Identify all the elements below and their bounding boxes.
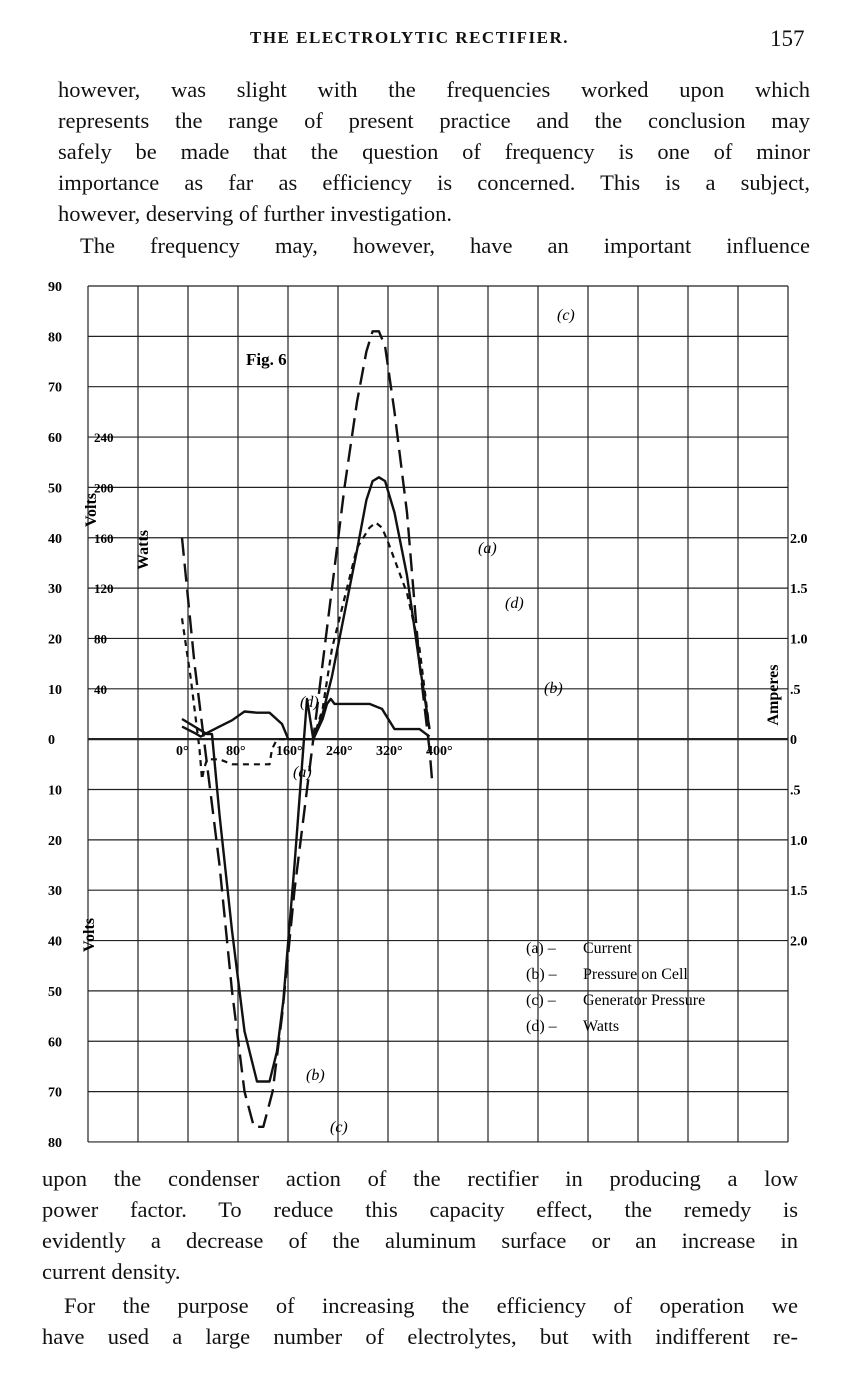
legend-label: Watts — [583, 1018, 620, 1035]
curve-label-b: (b) — [544, 680, 563, 697]
y-tick-label-volts: 70 — [48, 380, 62, 396]
y-tick-label-amperes: .5 — [790, 783, 801, 799]
y-tick-label-watts: 120 — [94, 581, 114, 597]
y-tick-label-volts: 20 — [48, 632, 62, 648]
text-line: however, deserving of further investigation. — [58, 201, 452, 226]
text-line: have used a large number of electrolytes, but with indifferent re- — [42, 1324, 798, 1349]
text-line: evidently a decrease of the aluminum surface or an increase in — [42, 1228, 798, 1253]
curve-label-c: (c) — [557, 307, 575, 324]
legend-label: Current — [583, 940, 632, 957]
x-tick-label: 240° — [326, 744, 353, 760]
y-tick-label-volts: 20 — [48, 833, 62, 849]
y-tick-label-amperes: 1.5 — [790, 582, 808, 598]
text-line: current density. — [42, 1259, 181, 1284]
legend-key: (d) – — [526, 1018, 557, 1035]
chart-svg — [30, 270, 830, 1150]
y-tick-label-volts: 50 — [48, 481, 62, 497]
y-axis-label-volts-upper: Volts — [83, 492, 100, 528]
y-tick-label-volts: 10 — [48, 783, 62, 799]
y-tick-label-volts: 30 — [48, 884, 62, 900]
y-tick-label-watts: 80 — [94, 631, 107, 647]
y-tick-label-volts: 0 — [48, 733, 55, 749]
text-line: safely be made that the question of frequency is one of minor — [58, 139, 810, 164]
x-tick-label: 320° — [376, 744, 403, 760]
y-tick-label-amperes: 1.0 — [790, 632, 808, 648]
y-tick-label-amperes: .5 — [790, 682, 801, 698]
y-tick-label-amperes: 2.0 — [790, 531, 808, 547]
y-tick-label-watts: 40 — [94, 681, 107, 697]
legend-label: Generator Pressure — [583, 992, 706, 1009]
text-line: however, was slight with the frequencies worked upon which — [58, 77, 810, 102]
chart-labels — [293, 307, 705, 1136]
y-tick-label-volts: 30 — [48, 582, 62, 598]
chart-series — [182, 331, 432, 1127]
text-line: upon the condenser action of the rectifier in producing a low — [42, 1166, 798, 1191]
bottom-paragraph — [42, 1163, 798, 1287]
y-tick-label-volts: 80 — [48, 1135, 62, 1150]
x-tick-label: 0° — [176, 744, 189, 760]
bottom-paragraph-2 — [42, 1290, 798, 1352]
y-tick-label-volts: 70 — [48, 1085, 62, 1101]
y-tick-label-amperes: 1.0 — [790, 833, 808, 849]
y-tick-label-volts: 40 — [48, 531, 62, 547]
y-tick-label-volts: 90 — [48, 280, 62, 295]
legend-key: (a) – — [526, 940, 556, 957]
series-line-a — [182, 523, 430, 780]
curve-label-d: (d) — [300, 694, 319, 711]
y-tick-label-volts: 50 — [48, 984, 62, 1000]
y-tick-label-watts: 160 — [94, 530, 114, 546]
y-axis-label-watts: Watts — [135, 530, 152, 570]
y-tick-label-amperes: 0 — [790, 733, 797, 749]
curve-label-a: (a) — [478, 540, 497, 557]
legend-key: (c) – — [526, 992, 556, 1009]
text-line: For the purpose of increasing the efficiency of operation we — [64, 1293, 798, 1318]
x-tick-label: 80° — [226, 744, 246, 760]
y-tick-label-amperes: 2.0 — [790, 934, 808, 950]
curve-label-a: (a) — [293, 764, 312, 781]
running-title: THE ELECTROLYTIC RECTIFIER. — [250, 28, 570, 47]
curve-label-d: (d) — [505, 595, 524, 612]
y-tick-label-volts: 80 — [48, 330, 62, 346]
chart-grid — [88, 286, 788, 1142]
text-line: power factor. To reduce this capacity effect, the remedy is — [42, 1197, 798, 1222]
legend-label: Pressure on Cell — [583, 966, 688, 983]
text-line: represents the range of present practice and the conclusion may — [58, 108, 810, 133]
y-tick-label-watts: 240 — [94, 430, 114, 446]
top-paragraph — [58, 74, 810, 229]
y-tick-label-amperes: 1.5 — [790, 884, 808, 900]
running-head — [0, 26, 868, 56]
x-tick-label: 160° — [276, 744, 303, 760]
curve-label-c: (c) — [330, 1119, 348, 1136]
y-tick-label-volts: 60 — [48, 431, 62, 447]
y-tick-label-watts: 200 — [94, 480, 114, 496]
y-axis-label-amperes: Amperes — [765, 664, 782, 726]
y-tick-label-volts: 40 — [48, 934, 62, 950]
figure-6 — [30, 270, 830, 1150]
y-tick-label-volts: 10 — [48, 682, 62, 698]
x-tick-label: 400° — [426, 744, 453, 760]
text-line: The frequency may, however, have an important influence — [80, 233, 810, 258]
text-line: importance as far as efficiency is concerned. This is a subject, — [58, 170, 810, 195]
y-tick-label-volts: 60 — [48, 1035, 62, 1051]
chart-title: Fig. 6 — [246, 350, 287, 369]
top-paragraph-2 — [58, 230, 810, 261]
legend-key: (b) – — [526, 966, 557, 983]
page-number: 157 — [770, 26, 805, 51]
y-axis-label-volts-lower: Volts — [81, 917, 98, 953]
curve-label-b: (b) — [306, 1067, 325, 1084]
